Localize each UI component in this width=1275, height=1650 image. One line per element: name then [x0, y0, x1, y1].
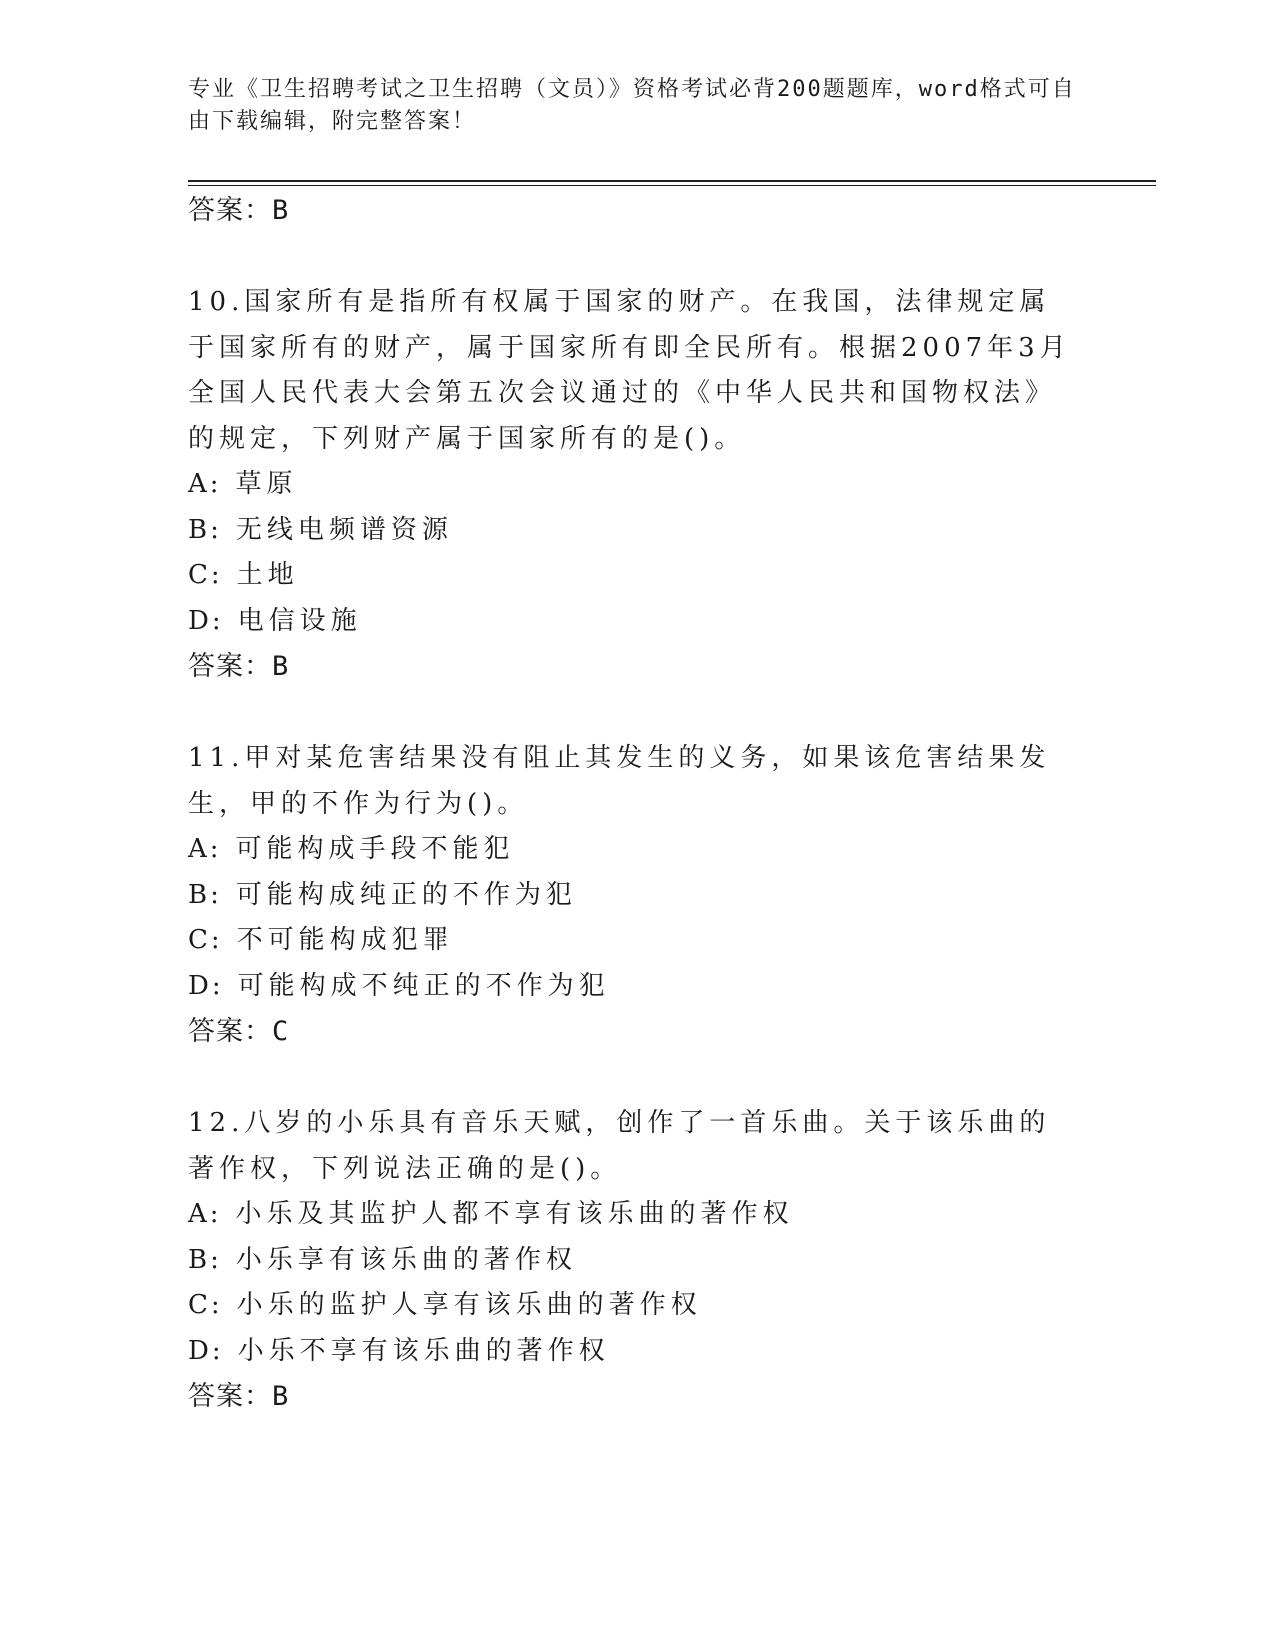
option-text: 可能构成不纯正的不作为犯 — [237, 970, 610, 1001]
option-key: C: — [188, 925, 223, 955]
answer-value: B — [272, 195, 290, 226]
option-text: 土地 — [236, 560, 299, 590]
option-text: 小乐享有该乐曲的著作权 — [235, 1244, 577, 1275]
answer-line — [188, 1009, 1078, 1055]
question-text: 10.国家所有是指所有权属于国家的财产。在我国，法律规定属于国家所有的财产，属于国家所有即全民所有。根据2007年3月全国人民代表大会第五次会议通过的《中华人民共和国物权法》的规定，下列财产属于国家所有的是()。 — [188, 287, 1071, 454]
option-key: A: — [188, 469, 222, 499]
option-c — [188, 1283, 1078, 1329]
answer-line — [188, 644, 1078, 690]
option-key: B: — [188, 1244, 222, 1275]
option-text: 小乐不享有该乐曲的著作权 — [237, 1335, 610, 1366]
answer-prefix: 答案： — [188, 651, 272, 682]
option-c — [188, 918, 1078, 964]
option-a — [188, 1192, 1078, 1238]
option-text: 小乐的监护人享有该乐曲的著作权 — [236, 1290, 702, 1320]
question-text: 12.八岁的小乐具有音乐天赋，创作了一首乐曲。关于该乐曲的著作权，下列说法正确的是()。 — [188, 1108, 1051, 1184]
answer-value: B — [272, 651, 290, 682]
question-text: 11.甲对某危害结果没有阻止其发生的义务，如果该危害结果发生，甲的不作为行为()。 — [188, 743, 1051, 819]
option-a — [188, 827, 1078, 873]
option-d — [188, 964, 1078, 1010]
option-key: D: — [188, 605, 224, 636]
option-key: C: — [188, 560, 223, 590]
question-list — [188, 188, 1078, 1420]
option-key: D: — [188, 970, 224, 1001]
header-rule-thin — [188, 185, 1156, 186]
option-a — [188, 462, 1078, 508]
answer-prefix: 答案： — [188, 195, 272, 226]
answer-prefix: 答案： — [188, 1381, 272, 1412]
question-item — [188, 280, 1078, 690]
option-key: B: — [188, 514, 222, 545]
option-key: B: — [188, 879, 222, 910]
option-b — [188, 873, 1078, 919]
answer-value: B — [272, 1381, 290, 1412]
question-item — [188, 736, 1078, 1055]
document-header: 专业《卫生招聘考试之卫生招聘（文员）》资格考试必背200题题库，word格式可自由下载编辑，附完整答案！ — [188, 77, 1076, 134]
option-key: A: — [188, 1199, 222, 1229]
option-d — [188, 599, 1078, 645]
question-item — [188, 1101, 1078, 1420]
answer-prefix: 答案： — [188, 1016, 272, 1047]
option-c — [188, 553, 1078, 599]
option-text: 不可能构成犯罪 — [236, 925, 454, 955]
answer-line — [188, 188, 1078, 234]
header-rule-thick — [188, 180, 1156, 182]
option-text: 无线电频谱资源 — [235, 514, 453, 545]
answer-line — [188, 1374, 1078, 1420]
option-key: A: — [188, 834, 222, 864]
option-text: 电信设施 — [237, 605, 362, 636]
option-d — [188, 1329, 1078, 1375]
option-b — [188, 508, 1078, 554]
option-text: 可能构成手段不能犯 — [235, 834, 515, 864]
option-text: 草原 — [235, 469, 298, 499]
option-key: C: — [188, 1290, 223, 1320]
option-text: 小乐及其监护人都不享有该乐曲的著作权 — [235, 1199, 794, 1229]
option-text: 可能构成纯正的不作为犯 — [235, 879, 577, 910]
option-key: D: — [188, 1335, 224, 1366]
answer-value: C — [272, 1016, 290, 1047]
option-b — [188, 1238, 1078, 1284]
